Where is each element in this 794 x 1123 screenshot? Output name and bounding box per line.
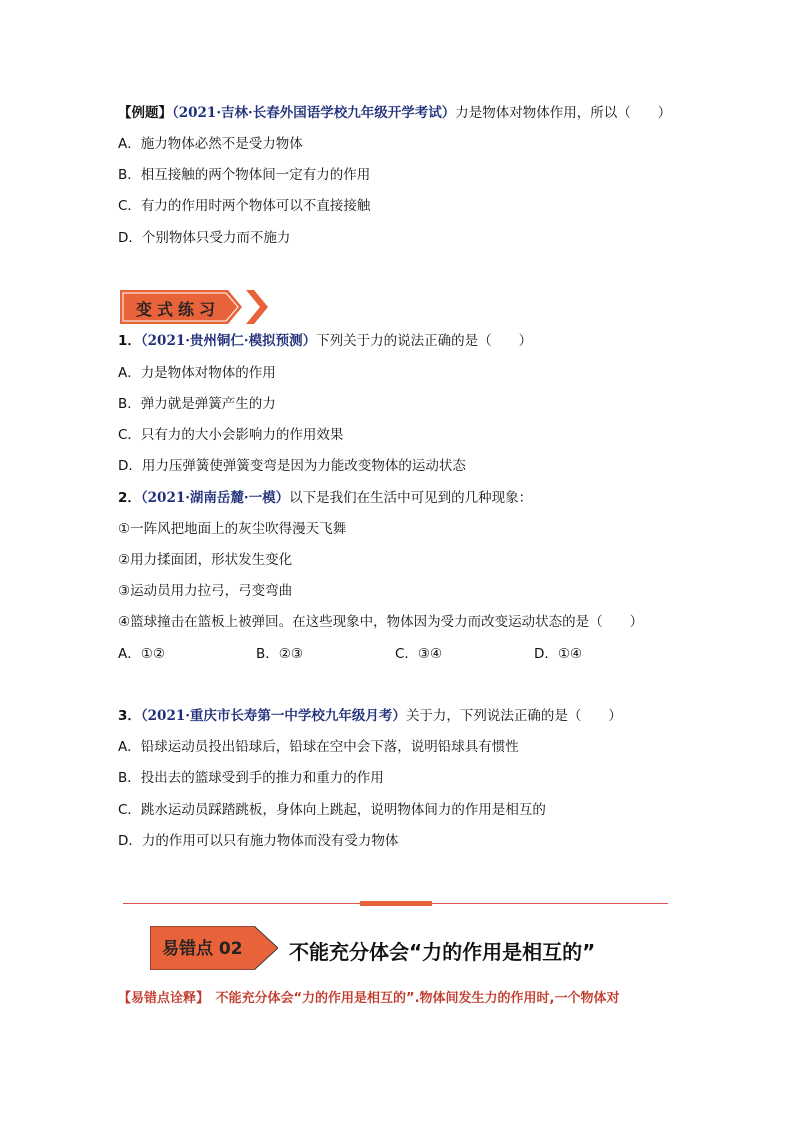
q2-source: （2021·湖南岳麓·一模） bbox=[140, 490, 290, 506]
example-stem-line bbox=[118, 104, 671, 122]
q2-stem: 以下是我们在生活中可见到的几种现象： bbox=[289, 490, 533, 506]
q1-option-a: A．力是物体对物体的作用 bbox=[118, 365, 276, 381]
q3-number: 3． bbox=[118, 708, 141, 724]
q3-option-d: D．力的作用可以只有施力物体而没有受力物体 bbox=[118, 833, 399, 849]
q1-number: 1． bbox=[118, 333, 141, 349]
example-stem: 力是物体对物体作用，所以（ ） bbox=[455, 105, 672, 121]
example-option-b: B．相互接触的两个物体间一定有力的作用 bbox=[118, 167, 371, 183]
mistake-point-title: 不能充分体会“力的作用是相互的” bbox=[289, 940, 596, 964]
q1-option-d: D．用力压弹簧使弹簧变弯是因为力能改变物体的运动状态 bbox=[118, 458, 466, 474]
q3-stem: 关于力，下列说法正确的是（ ） bbox=[405, 708, 622, 724]
example-option-c: C．有力的作用时两个物体可以不直接接触 bbox=[118, 198, 371, 214]
q2-option-c: C．③④ bbox=[395, 646, 443, 662]
q3-source: （2021·重庆市长寿第一中学校九年级月考） bbox=[140, 708, 406, 724]
example-source: （2021·吉林·长春外国语学校九年级开学考试） bbox=[172, 105, 456, 121]
variant-practice-label: 变式练习 bbox=[136, 300, 221, 319]
q2-number: 2． bbox=[118, 490, 141, 506]
q1-stem-line bbox=[118, 332, 532, 350]
q1-source: （2021·贵州铜仁·模拟预测） bbox=[140, 333, 317, 349]
q2-stem-line bbox=[118, 489, 532, 507]
example-tag: 【例题】 bbox=[118, 105, 172, 121]
q2-option-b: B．②③ bbox=[256, 646, 303, 662]
q1-option-b: B．弹力就是弹簧产生的力 bbox=[118, 396, 276, 412]
q2-phenomenon-4: ④篮球撞击在篮板上被弹回。在这些现象中，物体因为受力而改变运动状态的是（ ） bbox=[118, 614, 644, 630]
mistake-point-label: 易错点 02 bbox=[162, 939, 243, 959]
q2-phenomenon-1: ①一阵风把地面上的灰尘吹得漫天飞舞 bbox=[118, 521, 347, 537]
q3-stem-line bbox=[118, 707, 622, 725]
example-option-a: A．施力物体必然不是受力物体 bbox=[118, 136, 303, 152]
q2-option-d: D．①④ bbox=[534, 646, 583, 662]
q3-option-c: C．跳水运动员踩踏跳板，身体向上跳起，说明物体间力的作用是相互的 bbox=[118, 802, 546, 818]
section-divider-accent bbox=[360, 901, 432, 906]
mistake-explanation: 【易错点诠释】 不能充分体会“力的作用是相互的”.物体间发生力的作用时,一个物体对 bbox=[118, 991, 620, 1006]
q3-option-b: B．投出去的篮球受到手的推力和重力的作用 bbox=[118, 770, 384, 786]
q2-phenomenon-2: ②用力揉面团，形状发生变化 bbox=[118, 552, 293, 568]
q2-option-a: A．①② bbox=[118, 646, 165, 662]
q3-option-a: A．铅球运动员投出铅球后，铅球在空中会下落，说明铅球具有惯性 bbox=[118, 739, 519, 755]
q1-option-c: C．只有力的大小会影响力的作用效果 bbox=[118, 427, 344, 443]
example-option-d: D．个别物体只受力而不施力 bbox=[118, 230, 291, 246]
q2-phenomenon-3: ③运动员用力拉弓，弓变弯曲 bbox=[118, 583, 293, 599]
q1-stem: 下列关于力的说法正确的是（ ） bbox=[316, 333, 533, 349]
